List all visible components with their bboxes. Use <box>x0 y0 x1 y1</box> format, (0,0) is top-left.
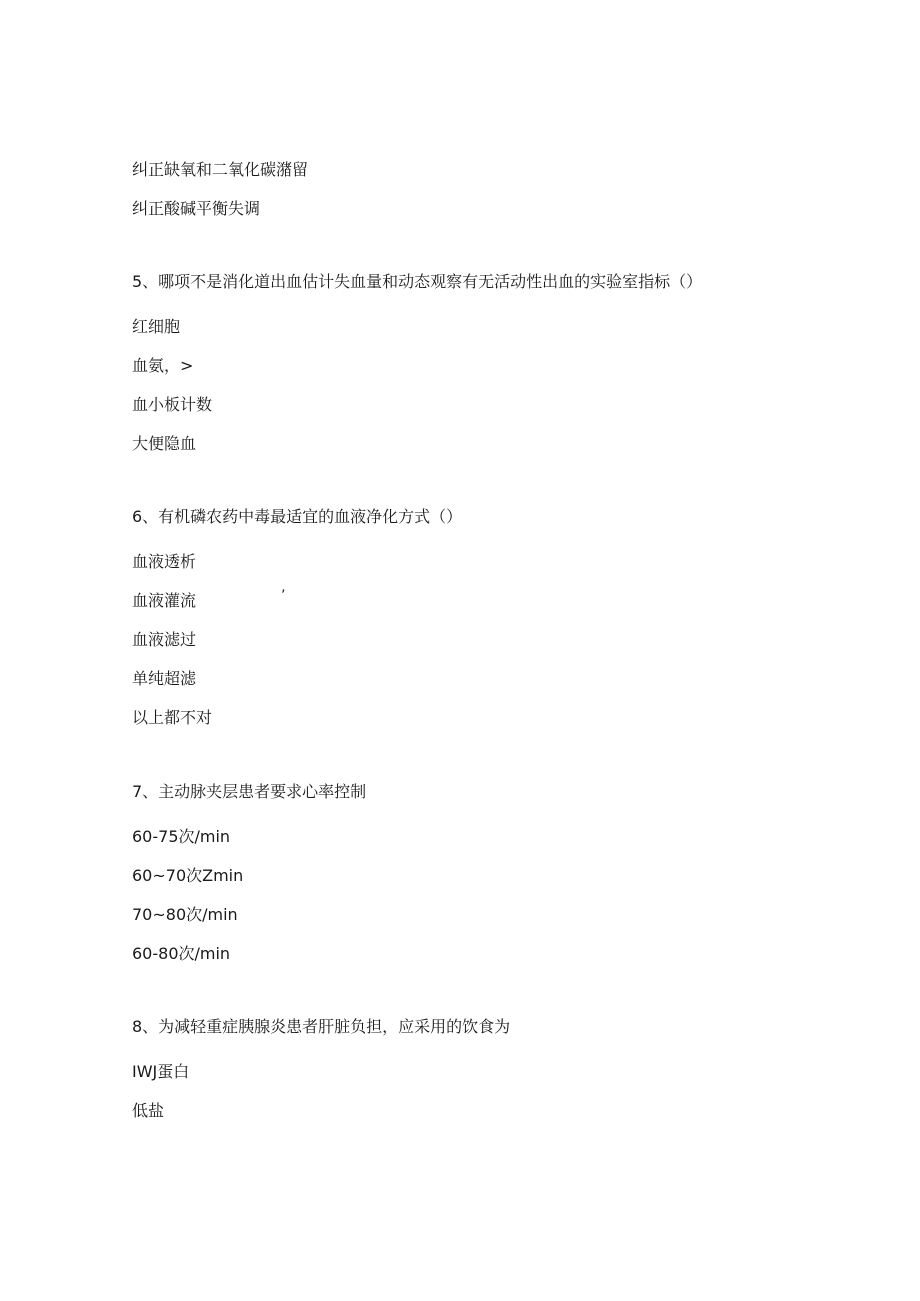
q6-question: 6、有机磷农药中毒最适宜的血液净化方式（） <box>132 507 463 526</box>
q6-option-1: 血液透析 <box>132 552 197 571</box>
q6-option-5: 以上都不对 <box>132 708 213 727</box>
q6-option-3: 血液滤过 <box>132 630 197 649</box>
q5-option-4: 大便隐血 <box>132 434 197 453</box>
stray-mark: ’ <box>281 588 286 604</box>
q6-option-4: 单纯超滤 <box>132 669 197 688</box>
q8-question: 8、为减轻重症胰腺炎患者肝脏负担，应采用的饮食为 <box>132 1017 511 1036</box>
q7-question: 7、主动脉夹层患者要求心率控制 <box>132 782 367 801</box>
q7-option-3: 70~80次/min <box>132 905 238 924</box>
q7-option-2: 60~70次Zmin <box>132 866 244 885</box>
q5-option-3: 血小板计数 <box>132 395 213 414</box>
q8-option-1: IWJ蛋白 <box>132 1062 190 1081</box>
q7-option-1: 60-75次/min <box>132 827 231 846</box>
q8-option-2: 低盐 <box>132 1101 165 1120</box>
q4-option-2: 纠正酸碱平衡失调 <box>132 199 261 218</box>
q5-option-1: 红细胞 <box>132 317 181 336</box>
q5-question: 5、哪项不是消化道出血估计失血量和动态观察有无活动性出血的实验室指标（） <box>132 272 703 291</box>
q6-option-2: 血液灌流 <box>132 591 197 610</box>
q4-option-1: 纠正缺氧和二氧化碳潴留 <box>132 160 309 179</box>
q7-option-4: 60-80次/min <box>132 944 231 963</box>
q5-option-2: 血氨，> <box>132 356 194 375</box>
